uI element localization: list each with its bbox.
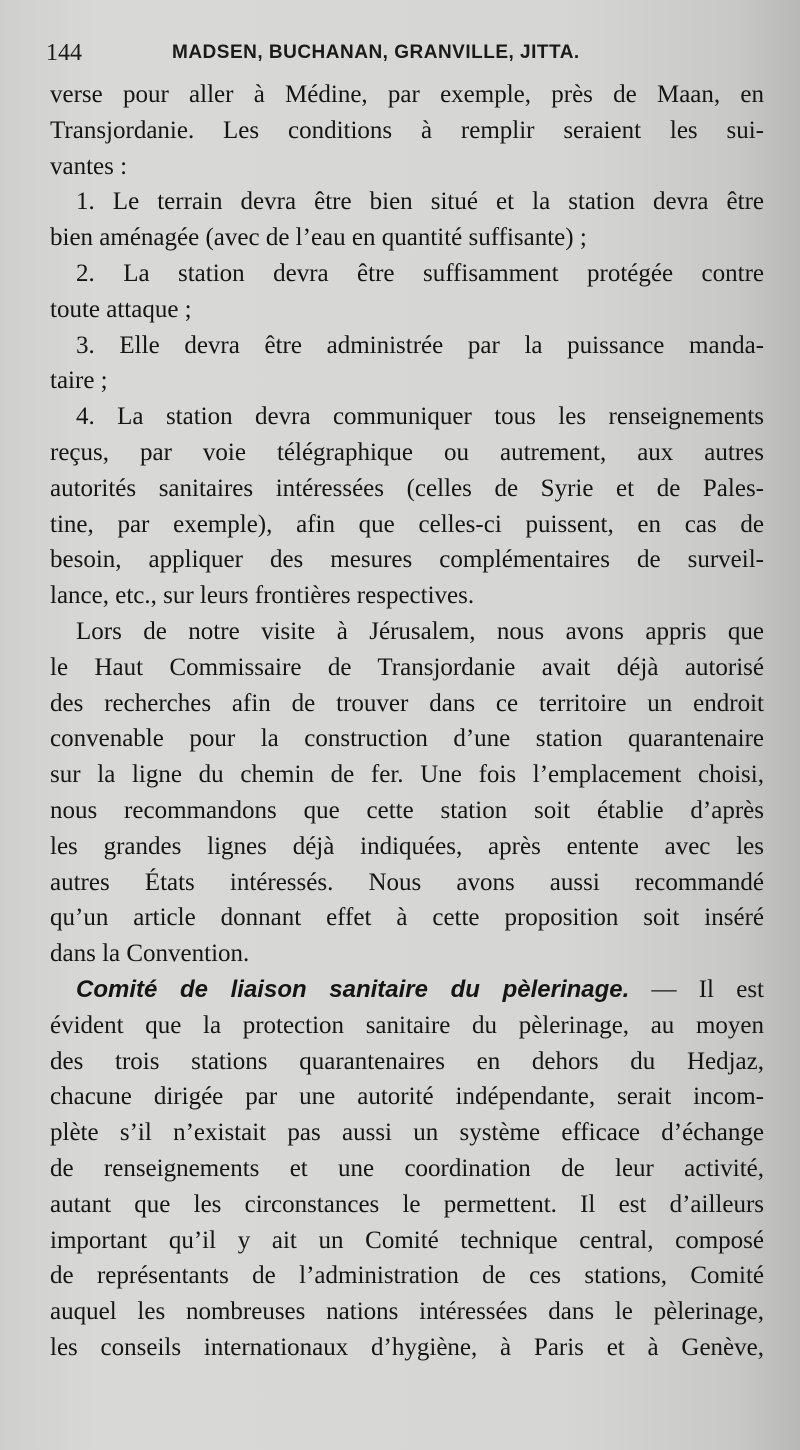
text-line: des trois stations quarantenaires en dehors du Hedjaz, bbox=[50, 1047, 764, 1075]
text-line: reçus, par voie télégraphique ou autrement, aux autres bbox=[50, 438, 764, 466]
text-line: taire ; bbox=[50, 367, 108, 395]
heading-continuation: — Il est bbox=[629, 975, 764, 1003]
text-line: nous recommandons que cette station soit établie d’après bbox=[50, 796, 764, 824]
text-line: 1. Le terrain devra être bien situé et la station devra être bbox=[76, 188, 764, 216]
text-line: plète s’il n’existait pas aussi un système efficace d’échange bbox=[50, 1119, 764, 1147]
text-line: vantes : bbox=[50, 152, 128, 180]
text-line: auquel les nombreuses nations intéressées dans le pèlerinage, bbox=[50, 1298, 764, 1326]
text-line: de représentants de l’administration de ces stations, Comité bbox=[50, 1262, 764, 1290]
section-heading: Comité de liaison sanitaire du pèlerinage. bbox=[76, 975, 630, 1003]
text-line: bien aménagée (avec de l’eau en quantité suffisante) ; bbox=[50, 224, 587, 252]
text-line: 4. La station devra communiquer tous les renseignements bbox=[76, 403, 764, 431]
text-line: autant que les circonstances le permettent. Il est d’ailleurs bbox=[50, 1190, 764, 1218]
text-line: le Haut Commissaire de Transjordanie avait déjà autorisé bbox=[50, 653, 764, 681]
text-line bbox=[50, 972, 764, 1008]
text-line: évident que la protection sanitaire du pèlerinage, au moyen bbox=[50, 1011, 764, 1039]
text-line: dans la Convention. bbox=[50, 940, 250, 968]
text-line: tine, par exemple), afin que celles-ci puissent, en cas de bbox=[50, 510, 764, 538]
text-line: toute attaque ; bbox=[50, 295, 192, 323]
running-head: MADSEN, BUCHANAN, GRANVILLE, JITTA. bbox=[172, 42, 580, 63]
text-line: convenable pour la construction d’une station quarantenaire bbox=[50, 725, 764, 753]
text-line: sur la ligne du chemin de fer. Une fois l’emplacement choisi, bbox=[50, 761, 764, 789]
text-line: important qu’il y ait un Comité technique central, composé bbox=[50, 1226, 764, 1254]
text-line: les grandes lignes déjà indiquées, après entente avec les bbox=[50, 832, 764, 860]
text-line: lance, etc., sur leurs frontières respectives. bbox=[50, 582, 475, 610]
page-number: 144 bbox=[46, 40, 82, 66]
text-line: Transjordanie. Les conditions à remplir seraient les sui- bbox=[50, 116, 764, 144]
text-line: autorités sanitaires intéressées (celles de Syrie et de Pales- bbox=[50, 474, 764, 502]
text-line: Lors de notre visite à Jérusalem, nous avons appris que bbox=[76, 617, 764, 645]
text-line: de renseignements et une coordination de leur activité, bbox=[50, 1154, 764, 1182]
text-line: les conseils internationaux d’hygiène, à Paris et à Genève, bbox=[50, 1333, 764, 1361]
page-header bbox=[46, 40, 746, 70]
text-line: des recherches afin de trouver dans ce territoire un endroit bbox=[50, 689, 764, 717]
text-line: 3. Elle devra être administrée par la puissance manda- bbox=[76, 331, 764, 359]
text-line: besoin, appliquer des mesures complémentaires de surveil- bbox=[50, 546, 764, 574]
text-line: verse pour aller à Médine, par exemple, près de Maan, en bbox=[50, 81, 764, 108]
text-line: autres États intéressés. Nous avons aussi recommandé bbox=[50, 868, 764, 896]
body-text bbox=[50, 77, 764, 1366]
text-line: qu’un article donnant effet à cette proposition soit inséré bbox=[50, 904, 764, 932]
text-line: chacune dirigée par une autorité indépendante, serait incom- bbox=[50, 1083, 764, 1111]
text-line: 2. La station devra être suffisamment protégée contre bbox=[76, 259, 764, 287]
